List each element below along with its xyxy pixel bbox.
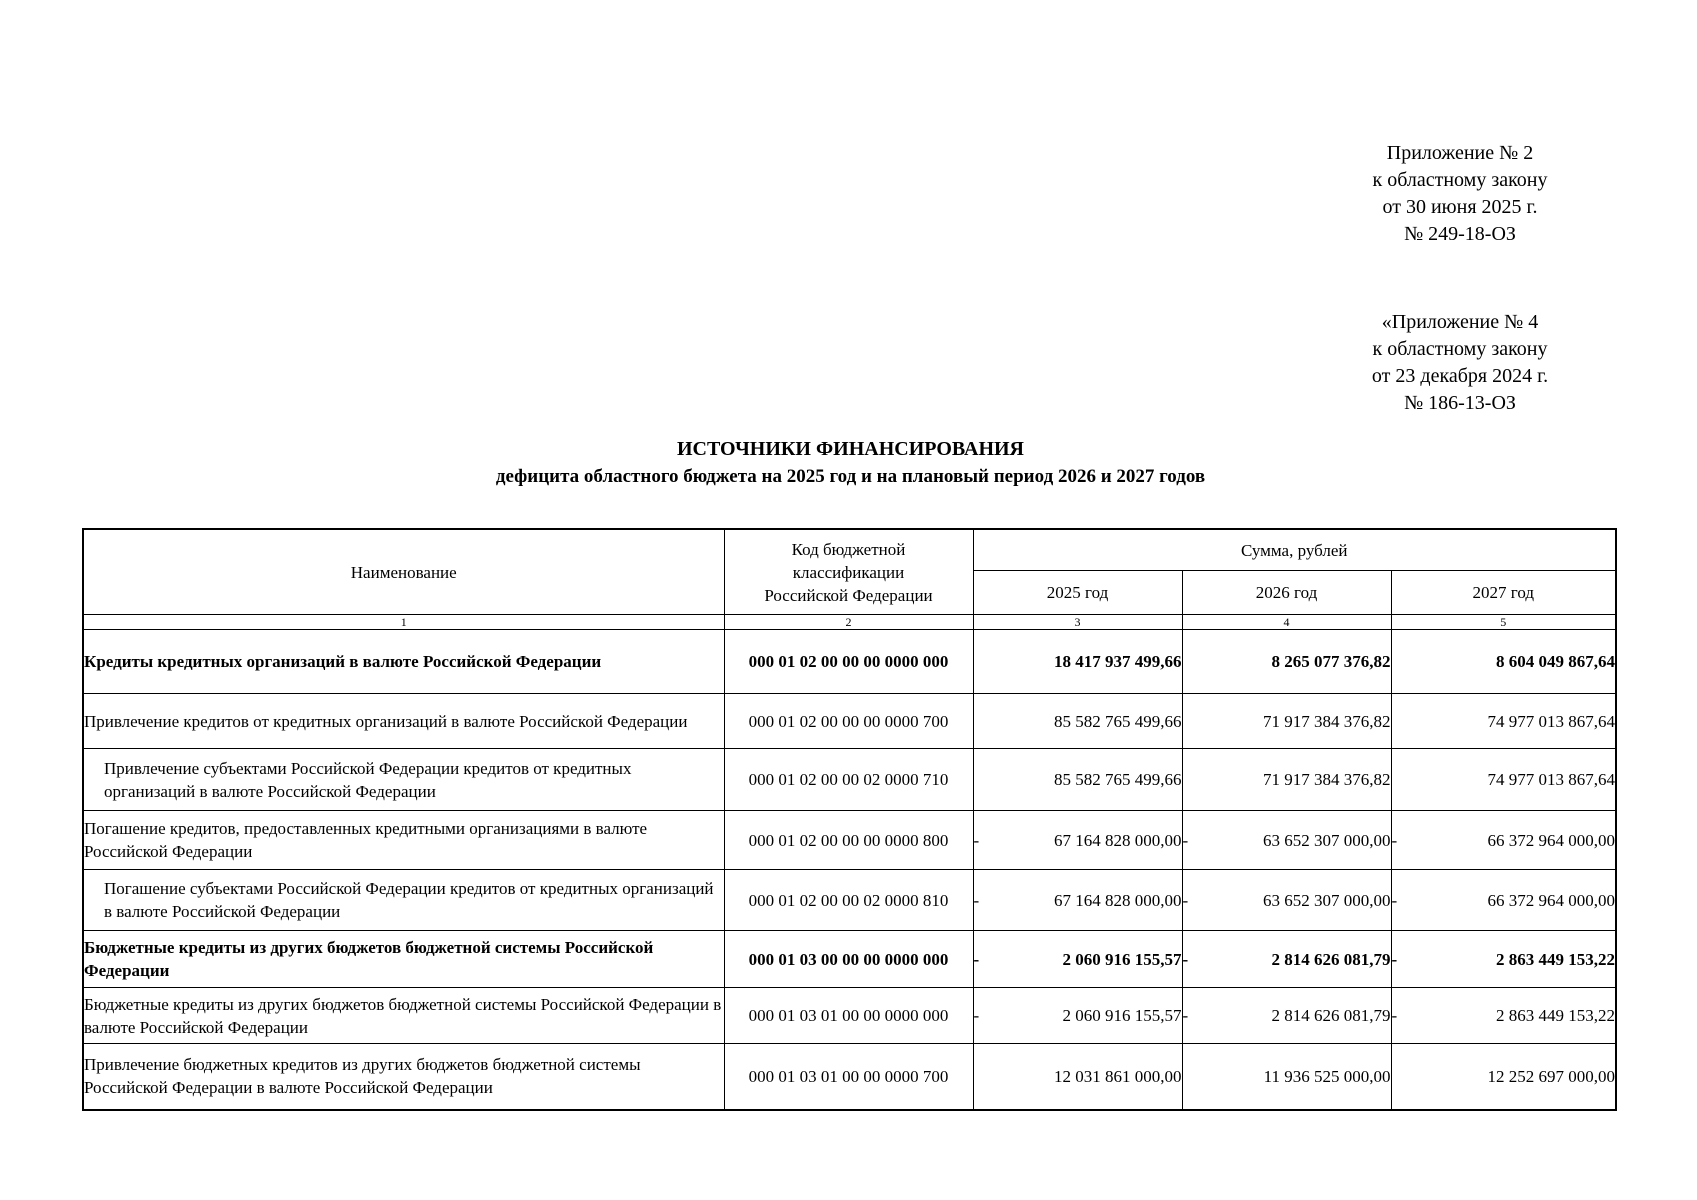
financing-sources-table [82, 528, 1617, 1111]
minus-sign: - [973, 830, 980, 850]
amount-value: 12 031 861 000,00 [1054, 1066, 1182, 1086]
table-row [83, 1044, 1616, 1110]
table-row [83, 931, 1616, 988]
table-row [83, 694, 1616, 749]
amount-value: 85 582 765 499,66 [1054, 711, 1182, 731]
row-amount-2027 [1391, 811, 1616, 870]
amount-value: 12 252 697 000,00 [1487, 1066, 1615, 1086]
row-code: 000 01 03 01 00 00 0000 000 [724, 988, 973, 1044]
row-name: Кредиты кредитных организаций в валюте Российской Федерации [83, 630, 724, 694]
row-amount-2027 [1391, 630, 1616, 694]
header-name: Наименование [83, 529, 724, 615]
header-year-2025: 2025 год [973, 571, 1182, 615]
column-number: 2 [724, 615, 973, 630]
row-amount-2026 [1182, 749, 1391, 811]
table-row [83, 870, 1616, 931]
amount-value: 11 936 525 000,00 [1263, 1066, 1391, 1086]
row-amount-2025 [973, 1044, 1182, 1110]
row-name: Привлечение бюджетных кредитов из других бюджетов бюджетной системы Российской Федерации в валюте Российской Федерации [83, 1044, 724, 1110]
row-amount-2027 [1391, 694, 1616, 749]
row-code: 000 01 02 00 00 02 0000 710 [724, 749, 973, 811]
row-amount-2026 [1182, 811, 1391, 870]
row-name: Погашение субъектами Российской Федерации кредитов от кредитных организаций в валюте Российской Федерации [83, 870, 724, 931]
amount-value: 2 863 449 153,22 [1496, 1006, 1615, 1025]
row-amount-2027 [1391, 749, 1616, 811]
amount-value: 2 814 626 081,79 [1271, 949, 1391, 969]
minus-sign: - [1391, 1006, 1398, 1025]
row-amount-2026 [1182, 870, 1391, 931]
row-amount-2027 [1391, 931, 1616, 988]
column-number: 4 [1182, 615, 1391, 630]
header-sum: Сумма, рублей [973, 529, 1616, 571]
amount-value: 85 582 765 499,66 [1054, 770, 1182, 789]
row-amount-2025 [973, 870, 1182, 931]
amount-value: 18 417 937 499,66 [1054, 652, 1182, 671]
table-row [83, 811, 1616, 870]
appendix-line: от 23 декабря 2024 г. [1371, 365, 1549, 387]
minus-sign: - [1391, 949, 1398, 969]
appendix-line: «Приложение № 4 [1381, 311, 1539, 333]
row-amount-2025 [973, 630, 1182, 694]
appendix-line: № 249-18-ОЗ [1404, 223, 1516, 245]
table-row [83, 749, 1616, 811]
title-line-sub: дефицита областного бюджета на 2025 год и на плановый период 2026 и 2027 годов [495, 466, 1206, 487]
amount-value: 8 604 049 867,64 [1496, 652, 1615, 671]
amount-value: 2 863 449 153,22 [1496, 949, 1615, 969]
minus-sign: - [1182, 949, 1189, 969]
row-name: Погашение кредитов, предоставленных кредитными организациями в валюте Российской Федерации [83, 811, 724, 870]
row-amount-2026 [1182, 931, 1391, 988]
amount-value: 63 652 307 000,00 [1263, 830, 1391, 850]
row-amount-2026 [1182, 694, 1391, 749]
title-line-main: ИСТОЧНИКИ ФИНАНСИРОВАНИЯ [676, 438, 1024, 460]
amount-value: 2 060 916 155,57 [1062, 1006, 1182, 1025]
minus-sign: - [973, 890, 980, 910]
row-code: 000 01 03 00 00 00 0000 000 [724, 931, 973, 988]
amount-value: 71 917 384 376,82 [1263, 770, 1391, 789]
document-title [82, 436, 1619, 490]
appendix-amended-law [1330, 309, 1590, 417]
row-amount-2025 [973, 749, 1182, 811]
minus-sign: - [1391, 890, 1398, 910]
row-amount-2026 [1182, 1044, 1391, 1110]
row-amount-2025 [973, 988, 1182, 1044]
appendix-line: от 30 июня 2025 г. [1382, 196, 1538, 218]
row-name: Бюджетные кредиты из других бюджетов бюджетной системы Российской Федерации [83, 931, 724, 988]
appendix-line: Приложение № 2 [1386, 142, 1534, 164]
amount-value: 66 372 964 000,00 [1487, 890, 1615, 910]
row-amount-2025 [973, 811, 1182, 870]
amount-value: 2 060 916 155,57 [1062, 949, 1182, 969]
column-number: 1 [83, 615, 724, 630]
amount-value: 63 652 307 000,00 [1263, 890, 1391, 910]
minus-sign: - [1182, 890, 1189, 910]
row-name: Привлечение кредитов от кредитных организаций в валюте Российской Федерации [83, 694, 724, 749]
minus-sign: - [1182, 1006, 1189, 1025]
amount-value: 2 814 626 081,79 [1271, 1006, 1391, 1025]
minus-sign: - [1182, 830, 1189, 850]
row-amount-2025 [973, 694, 1182, 749]
minus-sign: - [973, 1006, 980, 1025]
appendix-line: к областному закону [1372, 169, 1548, 191]
row-code: 000 01 02 00 00 02 0000 810 [724, 870, 973, 931]
header-code: Код бюджетной классификации Российской Федерации [724, 529, 973, 615]
amount-value: 74 977 013 867,64 [1487, 770, 1615, 789]
header-year-2026: 2026 год [1182, 571, 1391, 615]
row-amount-2025 [973, 931, 1182, 988]
row-name: Привлечение субъектами Российской Федерации кредитов от кредитных организаций в валюте Российской Федерации [83, 749, 724, 811]
row-amount-2027 [1391, 988, 1616, 1044]
column-number: 3 [973, 615, 1182, 630]
header-year-2027: 2027 год [1391, 571, 1616, 615]
amount-value: 66 372 964 000,00 [1487, 830, 1615, 850]
table-row [83, 988, 1616, 1044]
row-code: 000 01 02 00 00 00 0000 800 [724, 811, 973, 870]
row-code: 000 01 03 01 00 00 0000 700 [724, 1044, 973, 1110]
amount-value: 74 977 013 867,64 [1487, 711, 1615, 731]
amount-value: 8 265 077 376,82 [1271, 652, 1391, 671]
amount-value: 67 164 828 000,00 [1054, 890, 1182, 910]
row-code: 000 01 02 00 00 00 0000 700 [724, 694, 973, 749]
row-amount-2026 [1182, 630, 1391, 694]
amount-value: 71 917 384 376,82 [1263, 711, 1391, 731]
appendix-current-law [1330, 140, 1590, 248]
row-amount-2027 [1391, 1044, 1616, 1110]
row-amount-2027 [1391, 870, 1616, 931]
column-number: 5 [1391, 615, 1616, 630]
row-amount-2026 [1182, 988, 1391, 1044]
appendix-line: № 186-13-ОЗ [1404, 392, 1516, 414]
amount-value: 67 164 828 000,00 [1054, 830, 1182, 850]
row-code: 000 01 02 00 00 00 0000 000 [724, 630, 973, 694]
table-row [83, 630, 1616, 694]
minus-sign: - [973, 949, 980, 969]
appendix-line: к областному закону [1372, 338, 1548, 360]
row-name: Бюджетные кредиты из других бюджетов бюджетной системы Российской Федерации в валюте Российской Федерации [83, 988, 724, 1044]
minus-sign: - [1391, 830, 1398, 850]
